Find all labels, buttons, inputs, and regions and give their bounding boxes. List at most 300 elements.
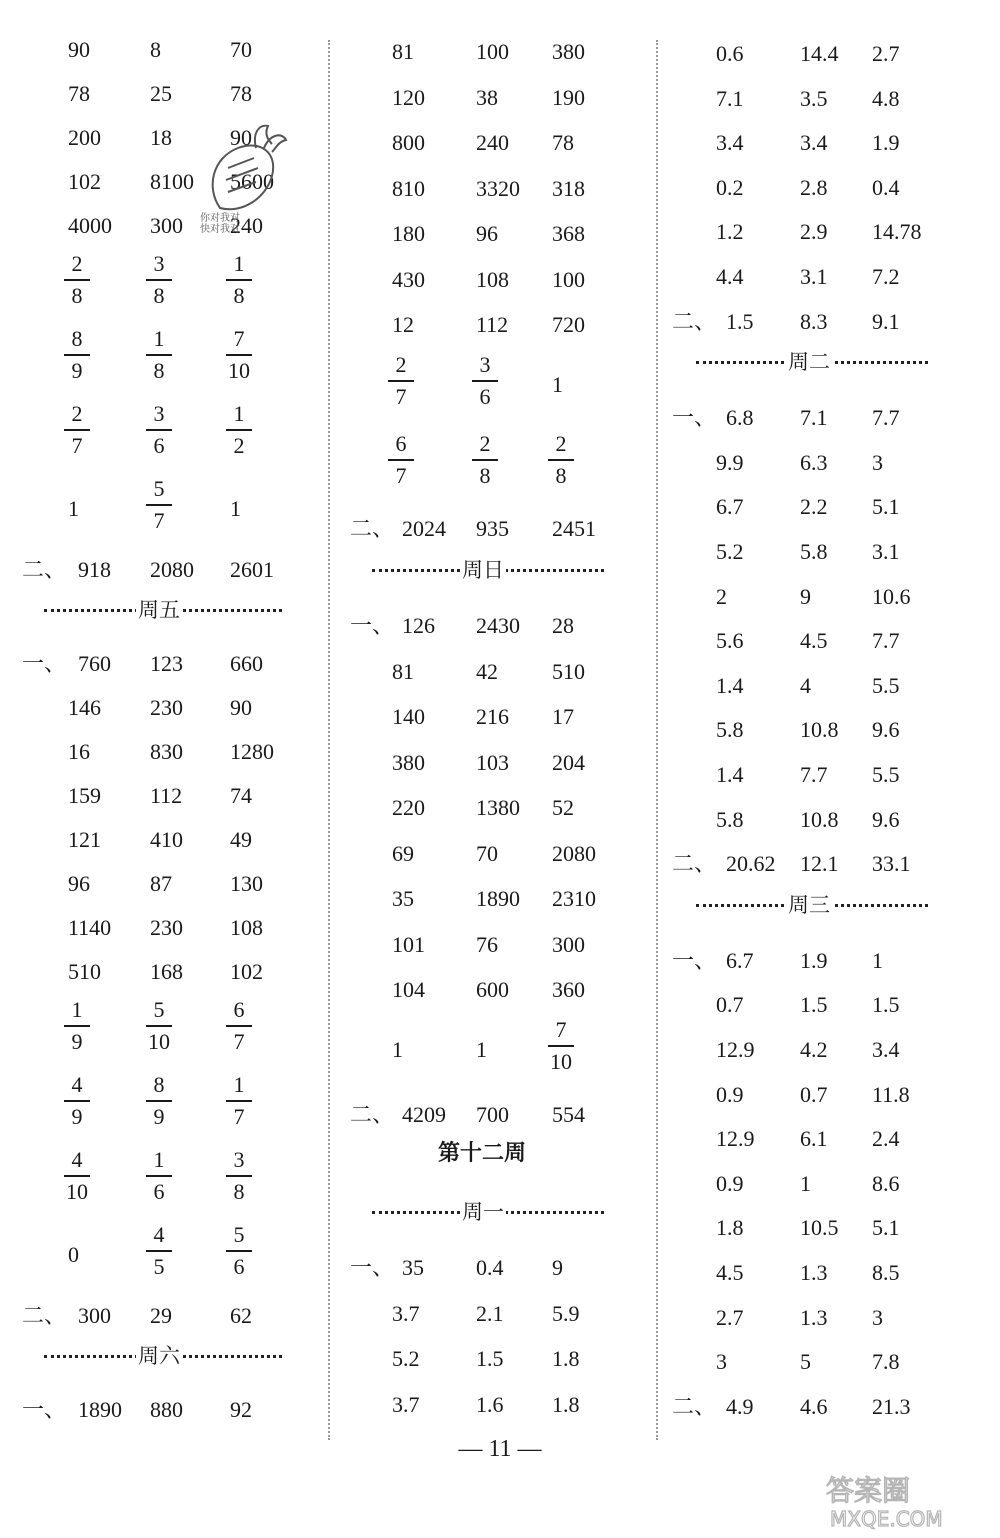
fraction-denominator: 9 (71, 1104, 83, 1129)
answer-value: 300 (552, 931, 585, 957)
day-header (0, 590, 320, 630)
fraction-denominator: 7 (395, 383, 407, 409)
answer-value: 180 (392, 221, 425, 246)
answer-value: 28 (552, 613, 574, 638)
answer-value: 1.4 (716, 762, 744, 787)
day-header (0, 1336, 320, 1376)
answer-value: 70 (476, 840, 498, 866)
answer-value: 300 (78, 1303, 111, 1328)
answer-value: 1 (230, 496, 241, 521)
answer-value: 112 (476, 312, 509, 337)
fraction-answer (544, 430, 578, 490)
answer-row (660, 1030, 990, 1070)
fraction-answer-row (0, 1072, 320, 1129)
fraction-denominator: 10 (66, 1179, 88, 1204)
answer-value: 4.9 (726, 1393, 754, 1419)
fraction-bar (226, 1100, 252, 1102)
answer-value: 159 (68, 783, 101, 808)
answer-value: 1890 (78, 1397, 122, 1422)
answer-value: 3.4 (800, 130, 828, 156)
column-divider (656, 40, 658, 1440)
answer-value: 2451 (552, 515, 596, 541)
answer-value: 6.7 (716, 494, 744, 520)
answer-value: 35 (402, 1255, 424, 1280)
answer-value: 70 (230, 37, 252, 62)
fraction-numerator: 4 (71, 1147, 83, 1172)
answer-value: 8.3 (800, 308, 828, 334)
answer-row (660, 34, 990, 74)
answer-row (0, 820, 320, 860)
fraction-answer-row (0, 1147, 320, 1204)
answer-value: 6.8 (726, 405, 754, 431)
answer-column-right (660, 0, 990, 1450)
fraction-denominator: 9 (71, 1029, 83, 1054)
answer-value: 76 (476, 931, 498, 957)
answer-value: 81 (392, 658, 414, 684)
answer-row (660, 168, 990, 208)
answer-value: 1140 (68, 915, 112, 940)
watermark-logo (820, 1470, 990, 1530)
fraction-numerator: 1 (233, 401, 245, 426)
answer-value: 1.5 (476, 1346, 504, 1371)
answer-value: 1.3 (800, 1260, 828, 1285)
answer-value: 220 (392, 795, 425, 820)
answer-value: 102 (230, 959, 263, 984)
fraction-answer-row (0, 326, 320, 383)
answer-value: 140 (392, 704, 425, 729)
answer-value: 78 (230, 81, 252, 106)
answer-value: 18 (150, 125, 172, 150)
answer-value: 0 (68, 1242, 79, 1267)
answer-value: 10.8 (800, 806, 839, 832)
answer-value: 7.2 (872, 264, 900, 289)
answer-value: 2.7 (872, 41, 900, 66)
answer-column-middle (332, 0, 652, 1450)
fraction-bar (64, 1175, 90, 1177)
answer-row (660, 212, 990, 252)
answer-value: 190 (552, 84, 585, 110)
fraction-denominator: 6 (153, 433, 165, 458)
answer-value: 880 (150, 1397, 183, 1422)
answer-value: 3 (716, 1349, 727, 1375)
answer-value: 33.1 (872, 851, 911, 877)
answer-value: 4209 (402, 1101, 446, 1127)
section-marker: 一、 (672, 947, 717, 973)
fraction-answer (142, 400, 176, 460)
fraction-answer (222, 1071, 256, 1131)
answer-row (660, 985, 990, 1025)
answer-row (0, 732, 320, 772)
answer-value: 104 (392, 977, 425, 1002)
answer-value: 78 (552, 130, 574, 155)
answer-value: 5.5 (872, 762, 900, 787)
fraction-numerator: 2 (395, 351, 407, 377)
answer-value: 146 (68, 695, 101, 720)
fraction-numerator: 4 (153, 1222, 165, 1247)
answer-value: 1.5 (872, 992, 900, 1018)
section-marker: 二、 (22, 1303, 67, 1328)
day-header (660, 885, 990, 925)
answer-value: 108 (230, 915, 263, 940)
answer-value: 4.5 (800, 628, 828, 654)
answer-value: 7.1 (800, 405, 828, 431)
answer-value: 2.8 (800, 174, 828, 200)
fraction-bar (472, 380, 498, 382)
answer-value: 1380 (476, 795, 520, 820)
answer-row (660, 710, 990, 750)
answer-row (0, 644, 320, 684)
answer-value: 5.8 (716, 717, 744, 743)
fraction-answer (60, 325, 94, 385)
stamp-line: 你对我对 (200, 213, 240, 224)
answer-value: 935 (476, 515, 509, 541)
fraction-answer-row (0, 476, 320, 533)
watermark-title: 答案圈 (826, 1474, 911, 1507)
answer-row (332, 509, 652, 549)
answer-value: 230 (150, 695, 183, 720)
answer-row (0, 74, 320, 114)
answer-value: 1.3 (800, 1304, 828, 1330)
answer-value: 380 (552, 39, 585, 64)
answer-value: 6.1 (800, 1126, 828, 1152)
answer-value: 87 (150, 871, 172, 896)
answer-row (332, 78, 652, 118)
fraction-bar (146, 504, 172, 506)
answer-value: 3.7 (392, 1300, 420, 1326)
answer-value: 2430 (476, 613, 520, 638)
answer-value: 5.2 (716, 539, 744, 564)
answer-row (0, 908, 320, 948)
answer-value: 121 (68, 827, 101, 852)
answer-value: 103 (476, 749, 509, 775)
answer-row (660, 302, 990, 342)
fraction-numerator: 2 (71, 251, 83, 276)
answer-value: 3 (872, 1304, 883, 1330)
answer-value: 1 (552, 371, 563, 397)
answer-value: 1280 (230, 739, 274, 764)
answer-value: 4.5 (716, 1260, 744, 1285)
fraction-numerator: 7 (555, 1016, 567, 1042)
answer-value: 5.1 (872, 494, 900, 520)
stamp-line: 快对我对 (200, 224, 240, 235)
answer-row (660, 1075, 990, 1115)
fraction-denominator: 10 (148, 1029, 170, 1054)
answer-value: 2.7 (716, 1304, 744, 1330)
day-title: 周三 (786, 885, 832, 925)
answer-value: 0.4 (476, 1255, 504, 1280)
answer-row (660, 487, 990, 527)
column-divider (328, 40, 330, 1440)
answer-value: 3.7 (392, 1391, 420, 1417)
fraction-answer (60, 1071, 94, 1131)
answer-value: 9 (552, 1255, 563, 1280)
answer-row (0, 776, 320, 816)
fraction-bar (146, 1025, 172, 1027)
fraction-numerator: 5 (233, 1222, 245, 1247)
fraction-bar (226, 429, 252, 431)
day-header (332, 1192, 652, 1232)
answer-value: 3.5 (800, 85, 828, 111)
answer-value: 11.8 (872, 1081, 910, 1107)
answer-value: 0.7 (800, 1081, 828, 1107)
answer-value: 4 (800, 672, 811, 698)
fraction-answer-row (332, 430, 652, 488)
fraction-answer-row (0, 401, 320, 458)
answer-value: 14.4 (800, 41, 839, 66)
answer-row (660, 532, 990, 572)
answer-row (660, 844, 990, 884)
answer-value: 102 (68, 169, 101, 194)
answer-value: 230 (150, 915, 183, 940)
fraction-answer (142, 250, 176, 310)
answer-value: 5 (800, 1349, 811, 1375)
fraction-denominator: 9 (71, 358, 83, 383)
answer-value: 1 (392, 1036, 403, 1062)
fraction-numerator: 3 (153, 251, 165, 276)
fraction-bar (64, 429, 90, 431)
answer-value: 12 (392, 312, 414, 337)
fraction-numerator: 2 (555, 430, 567, 456)
answer-value: 5.6 (716, 628, 744, 654)
fraction-bar (226, 1025, 252, 1027)
fraction-bar (64, 279, 90, 281)
answer-value: 5.2 (392, 1346, 420, 1371)
answer-row (660, 398, 990, 438)
answer-value: 9 (800, 583, 811, 609)
fraction-numerator: 2 (479, 430, 491, 456)
answer-row (0, 864, 320, 904)
answer-value: 4.8 (872, 85, 900, 111)
answer-value: 112 (150, 783, 183, 808)
answer-row (660, 123, 990, 163)
fraction-answer-row (332, 351, 652, 409)
answer-value: 800 (392, 130, 425, 155)
answer-value: 700 (476, 1101, 509, 1127)
answer-value: 2024 (402, 515, 446, 541)
answer-value: 2080 (552, 840, 596, 866)
fraction-numerator: 6 (233, 997, 245, 1022)
fraction-answer (142, 1071, 176, 1131)
section-marker: 一、 (350, 1255, 395, 1280)
answer-row (332, 925, 652, 965)
answer-value: 810 (392, 175, 425, 201)
answer-value: 1.5 (800, 992, 828, 1018)
answer-value: 3.4 (716, 130, 744, 156)
answer-row (332, 1385, 652, 1425)
day-header (332, 550, 652, 590)
answer-value: 5.1 (872, 1215, 900, 1241)
answer-value: 4.6 (800, 1393, 828, 1419)
fraction-answer (60, 250, 94, 310)
answer-value: 3.1 (872, 539, 900, 564)
answer-value: 21.3 (872, 1393, 911, 1419)
answer-value: 42 (476, 658, 498, 684)
answer-value: 69 (392, 840, 414, 866)
answer-value: 9.1 (872, 308, 900, 334)
answer-value: 100 (476, 39, 509, 64)
answer-value: 100 (552, 266, 585, 292)
fraction-answer (468, 351, 502, 411)
answer-row (660, 1342, 990, 1382)
fraction-bar (226, 354, 252, 356)
fraction-answer-row (332, 1016, 652, 1074)
fraction-numerator: 7 (233, 326, 245, 351)
answer-value: 12.1 (800, 851, 839, 877)
fraction-answer-row (0, 1222, 320, 1279)
fraction-answer (142, 1146, 176, 1206)
answer-value: 1.2 (716, 219, 744, 245)
answer-value: 1.4 (716, 672, 744, 698)
answer-row (660, 1208, 990, 1248)
answer-row (332, 32, 652, 72)
fraction-numerator: 2 (71, 401, 83, 426)
fraction-answer (222, 400, 256, 460)
fraction-denominator: 10 (550, 1048, 572, 1074)
answer-value: 96 (476, 221, 498, 246)
answer-value: 52 (552, 795, 574, 820)
answer-value: 90 (230, 125, 252, 150)
answer-value: 90 (230, 695, 252, 720)
fraction-answer (468, 430, 502, 490)
answer-row (0, 1390, 320, 1430)
fraction-bar (64, 1025, 90, 1027)
answer-value: 126 (402, 613, 435, 638)
answer-value: 5.5 (872, 672, 900, 698)
answer-row (332, 169, 652, 209)
fraction-answer (544, 1016, 578, 1076)
answer-row (660, 443, 990, 483)
answer-value: 600 (476, 977, 509, 1002)
answer-value: 9.6 (872, 806, 900, 832)
answer-row (660, 577, 990, 617)
answer-value: 3320 (476, 175, 520, 201)
answer-value: 49 (230, 827, 252, 852)
answer-row (660, 755, 990, 795)
day-header (660, 342, 990, 382)
watermark-url: MXQE.COM (830, 1507, 943, 1530)
fraction-denominator: 7 (71, 433, 83, 458)
fraction-bar (146, 1175, 172, 1177)
fraction-denominator: 10 (228, 358, 250, 383)
answer-row (660, 1164, 990, 1204)
answer-value: 96 (68, 871, 90, 896)
answer-value: 240 (476, 130, 509, 155)
answer-value: 200 (68, 125, 101, 150)
answer-value: 300 (150, 213, 183, 238)
answer-value: 2.4 (872, 1126, 900, 1152)
fraction-bar (548, 459, 574, 461)
answer-value: 1.8 (552, 1346, 580, 1371)
answer-value: 5600 (230, 169, 274, 194)
answer-value: 14.78 (872, 219, 922, 245)
fraction-denominator: 7 (233, 1029, 245, 1054)
answer-value: 12.9 (716, 1126, 755, 1152)
fraction-bar (146, 1100, 172, 1102)
answer-value: 2080 (150, 557, 194, 582)
fraction-denominator: 6 (233, 1254, 245, 1279)
section-marker: 一、 (350, 613, 395, 638)
fraction-bar (146, 429, 172, 431)
answer-value: 8.5 (872, 1260, 900, 1285)
answer-value: 10.6 (872, 583, 911, 609)
answer-row (332, 1095, 652, 1135)
answer-value: 360 (552, 977, 585, 1002)
day-title: 周五 (136, 590, 182, 630)
answer-value: 0.9 (716, 1170, 744, 1196)
fraction-answer (384, 351, 418, 411)
day-title: 周二 (786, 342, 832, 382)
answer-row (332, 788, 652, 828)
answer-value: 108 (476, 266, 509, 292)
answer-row (332, 260, 652, 300)
fraction-answer-row (0, 997, 320, 1054)
answer-value: 1 (476, 1036, 487, 1062)
answer-value: 1 (68, 496, 79, 521)
answer-value: 1 (800, 1170, 811, 1196)
answer-value: 368 (552, 221, 585, 246)
answer-value: 3.1 (800, 264, 828, 289)
answer-value: 410 (150, 827, 183, 852)
fraction-bar (226, 1250, 252, 1252)
day-title: 周日 (460, 550, 506, 590)
section-marker: 二、 (350, 515, 395, 541)
fraction-bar (64, 1100, 90, 1102)
answer-value: 1.6 (476, 1391, 504, 1417)
fraction-answer-row (0, 251, 320, 308)
answer-value: 760 (78, 651, 111, 676)
answer-row (0, 1296, 320, 1336)
fraction-answer (60, 400, 94, 460)
answer-value: 120 (392, 84, 425, 110)
answer-value: 29 (150, 1303, 172, 1328)
fraction-numerator: 8 (71, 326, 83, 351)
fraction-answer (142, 325, 176, 385)
answer-value: 2.1 (476, 1300, 504, 1326)
answer-value: 1.9 (872, 130, 900, 156)
fraction-answer (60, 1146, 94, 1206)
fraction-numerator: 1 (153, 326, 165, 351)
answer-row (332, 1248, 652, 1288)
fraction-numerator: 4 (71, 1072, 83, 1097)
fraction-numerator: 5 (153, 476, 165, 501)
answer-row (332, 305, 652, 345)
fraction-denominator: 8 (153, 283, 165, 308)
answer-value: 380 (392, 749, 425, 775)
answer-row (332, 879, 652, 919)
answer-value: 90 (68, 37, 90, 62)
answer-value: 5.8 (716, 806, 744, 832)
page-number: — 11 — (458, 1436, 542, 1462)
answer-value: 25 (150, 81, 172, 106)
answer-value: 130 (230, 871, 263, 896)
answer-value: 9.6 (872, 717, 900, 743)
answer-row (660, 1253, 990, 1293)
section-marker: 二、 (672, 308, 717, 334)
answer-value: 3.4 (872, 1037, 900, 1062)
answer-row (332, 697, 652, 737)
fraction-bar (146, 1250, 172, 1252)
fraction-denominator: 8 (153, 358, 165, 383)
section-marker: 一、 (22, 651, 67, 676)
answer-value: 62 (230, 1303, 252, 1328)
answer-row (660, 1387, 990, 1427)
answer-value: 216 (476, 704, 509, 729)
section-marker: 二、 (672, 851, 717, 877)
answer-row (332, 214, 652, 254)
answer-value: 8.6 (872, 1170, 900, 1196)
fraction-answer (222, 325, 256, 385)
fraction-bar (548, 1045, 574, 1047)
